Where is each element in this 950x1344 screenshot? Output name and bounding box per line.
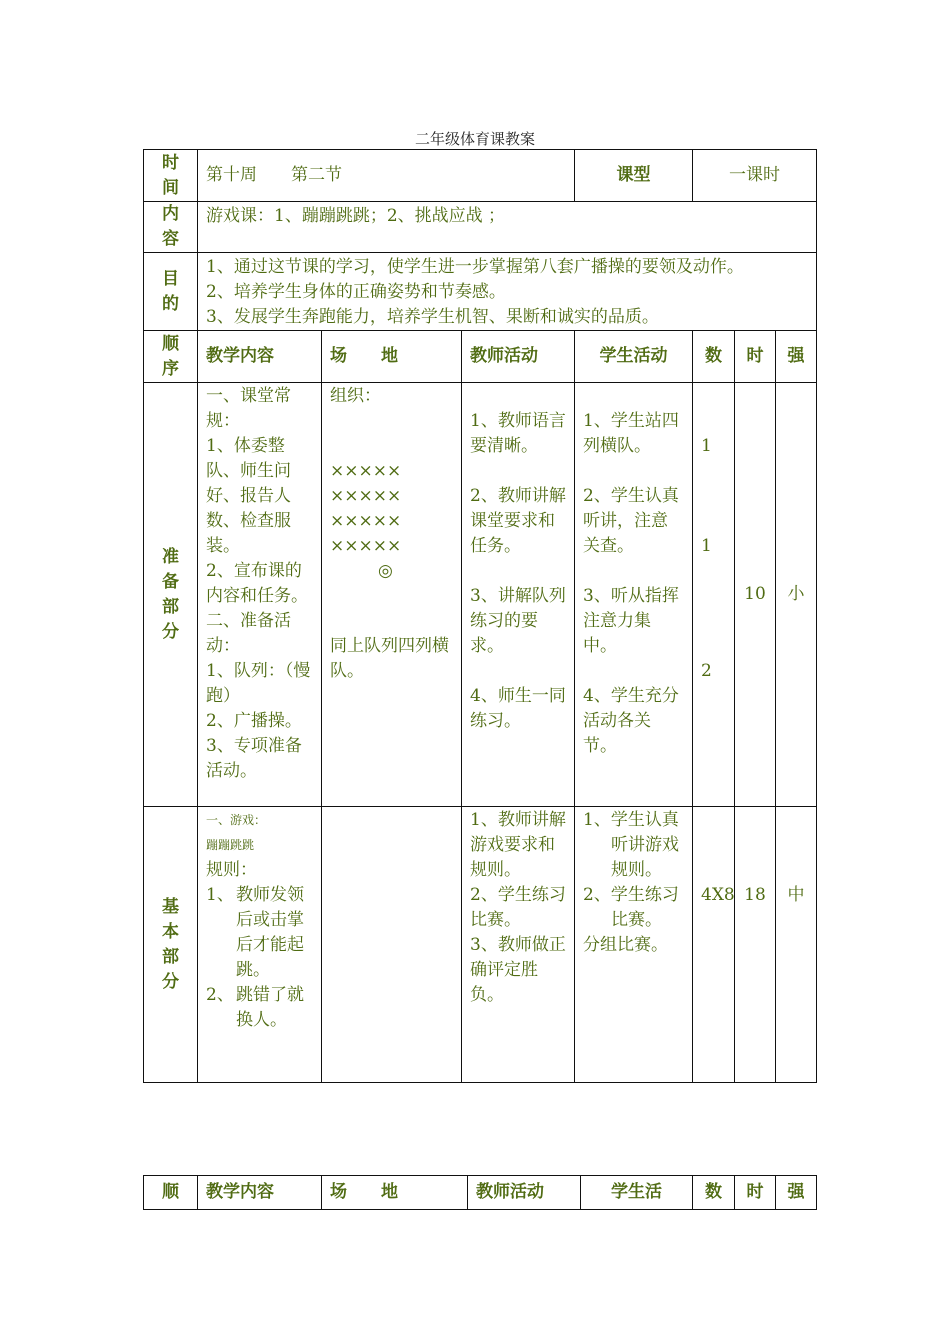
header2-student: 学生活 (581, 1176, 693, 1210)
prep-strength: 小 (776, 383, 817, 807)
prep-teacher: 1、教师语言要清晰。 2、教师讲解课堂要求和任务。 3、讲解队列练习的要求。 4、师生一同练习。 (462, 383, 575, 807)
teacher-position-mark: ◎ (378, 561, 393, 581)
prep-site (322, 383, 462, 807)
basic-site (322, 807, 462, 1083)
site-note: 同上队列四列横队。 (330, 636, 449, 681)
lesson-type-value: 一课时 (693, 150, 817, 202)
game-title: 一、游戏： 蹦蹦跳跳 (206, 813, 267, 852)
header-site: 场 地 (322, 331, 462, 383)
header-time: 时 (735, 331, 776, 383)
basic-time: 18 (735, 807, 776, 1083)
basic-teacher: 1、教师讲解游戏要求和规则。 2、学生练习比赛。 3、教师做正确评定胜负。 (462, 807, 575, 1083)
header2-teacher: 教师活动 (468, 1176, 581, 1210)
prep-student: 1、学生站四列横队。 2、学生认真听讲，注意关查。 3、听从指挥注意力集中。 4、学生充分活动各关节。 (575, 383, 693, 807)
content-row (144, 202, 817, 253)
rule-1: 1、 教师发领后或击掌后才能起跳。 (206, 885, 304, 980)
basic-content (198, 807, 322, 1083)
goal-row (144, 253, 817, 331)
rule-2: 2、 跳错了就换人。 (206, 985, 304, 1030)
prep-time: 10 (735, 383, 776, 807)
time-label: 时 间 (144, 150, 198, 202)
header2-time: 时 (735, 1176, 776, 1210)
content-label: 内 容 (144, 202, 198, 253)
header-teacher: 教师活动 (462, 331, 575, 383)
prep-count: 1 1 2 (693, 383, 735, 807)
document-title: 二年级体育课教案 (414, 130, 535, 148)
header2-order: 顺 (144, 1176, 198, 1210)
time-value: 第十周 第二节 (198, 150, 575, 202)
header2-count: 数 (693, 1176, 735, 1210)
prep-row (144, 383, 817, 807)
basic-count: 4X8 (693, 807, 735, 1083)
basic-row (144, 807, 817, 1083)
basic-label: 基 本 部 分 (144, 807, 198, 1083)
header-teach-content: 教学内容 (198, 331, 322, 383)
lesson-plan-table (143, 149, 817, 1083)
prep-content: 一、课堂常规： 1、体委整队、师生问好、报告人数、检查服装。 2、宣布课的内容和任务。 二、准备活动： 1、队列：（慢跑） 2、广播操。 3、专项准备活动。 (198, 383, 322, 807)
lesson-plan-table-continued (143, 1175, 817, 1210)
time-row (144, 150, 817, 202)
site-org-label: 组织： (330, 386, 381, 406)
header-strength: 强 (776, 331, 817, 383)
formation-diagram: ××××× ××××× ××××× ××××× (330, 461, 402, 556)
goal-lines: 1、通过这节课的学习，使学生进一步掌握第八套广播操的要领及动作。 2、培养学生身体的正确姿势和节奏感。 3、发展学生奔跑能力，培养学生机智、果断和诚实的品质。 (198, 253, 817, 331)
header-order: 顺 序 (144, 331, 198, 383)
goal-label: 目 的 (144, 253, 198, 331)
basic-strength: 中 (776, 807, 817, 1083)
header-count: 数 (693, 331, 735, 383)
content-value: 游戏课：1、蹦蹦跳跳；2、挑战应战 ； (198, 202, 817, 253)
header2-site: 场 地 (322, 1176, 468, 1210)
basic-student: 1、学生认真 听讲游戏规则。 2、学生练习 比赛。 分组比赛。 (575, 807, 693, 1083)
header-row (144, 331, 817, 383)
header2-strength: 强 (776, 1176, 817, 1210)
lesson-type-label: 课型 (575, 150, 693, 202)
prep-label: 准 备 部 分 (144, 383, 198, 807)
header-row-2 (144, 1176, 817, 1210)
header-student: 学生活动 (575, 331, 693, 383)
rule-label: 规则： (206, 860, 257, 880)
header2-teach-content: 教学内容 (198, 1176, 322, 1210)
